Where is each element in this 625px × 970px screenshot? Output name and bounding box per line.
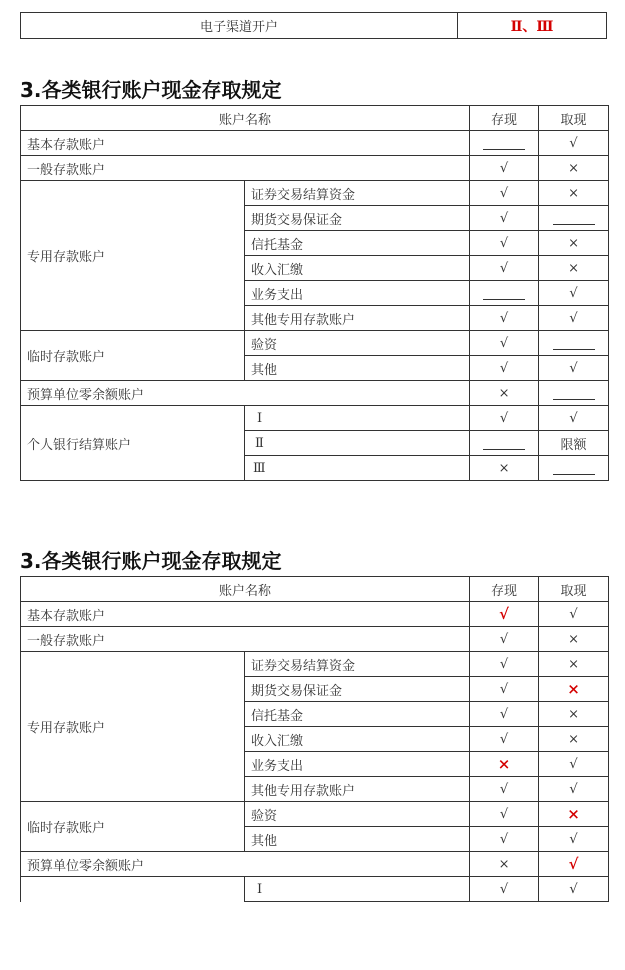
sub-account: 收入汇缴	[245, 727, 470, 752]
account-personal: 个人银行结算账户	[21, 406, 245, 481]
electronic-channel-label: 电子渠道开户	[21, 13, 458, 38]
withdraw-mark: ×	[539, 231, 609, 256]
withdraw-mark: √	[539, 356, 609, 381]
withdraw-mark: √	[539, 877, 609, 902]
deposit-mark: √	[470, 331, 539, 356]
deposit-mark: √	[470, 802, 539, 827]
withdraw-mark: √	[539, 131, 609, 156]
blank-cell	[539, 331, 609, 356]
sub-account: 信托基金	[245, 231, 470, 256]
sub-account: 证券交易结算资金	[245, 652, 470, 677]
account-general: 一般存款账户	[21, 627, 470, 652]
table-header-row	[21, 577, 609, 602]
sub-account: 期货交易保证金	[245, 206, 470, 231]
withdraw-mark: √	[539, 752, 609, 777]
cash-rules-table-1	[20, 105, 609, 481]
withdraw-mark-highlight: ×	[539, 802, 609, 827]
header-account-name: 账户名称	[21, 577, 470, 602]
header-deposit: 存现	[470, 577, 539, 602]
withdraw-mark: ×	[539, 702, 609, 727]
sub-account: 收入汇缴	[245, 256, 470, 281]
deposit-mark: √	[470, 727, 539, 752]
account-special: 专用存款账户	[21, 652, 245, 802]
deposit-mark: ×	[470, 381, 539, 406]
deposit-mark: ×	[470, 852, 539, 877]
deposit-mark: √	[470, 677, 539, 702]
account-general: 一般存款账户	[21, 156, 470, 181]
sub-account: 其他专用存款账户	[245, 777, 470, 802]
header-withdraw: 取现	[539, 106, 609, 131]
table-row	[21, 131, 609, 156]
sub-account: 期货交易保证金	[245, 677, 470, 702]
deposit-mark: √	[470, 206, 539, 231]
deposit-mark: √	[470, 627, 539, 652]
section-heading-1: 3.各类银行账户现金存取规定	[20, 78, 282, 102]
sub-account: 证券交易结算资金	[245, 181, 470, 206]
withdraw-mark: ×	[539, 652, 609, 677]
account-temporary: 临时存款账户	[21, 802, 245, 852]
account-personal-partial	[21, 877, 245, 902]
blank-cell	[539, 206, 609, 231]
deposit-mark: √	[470, 777, 539, 802]
table-row	[21, 331, 609, 356]
withdraw-mark: √	[539, 827, 609, 852]
table-row	[21, 852, 609, 877]
deposit-mark: √	[470, 827, 539, 852]
account-basic: 基本存款账户	[21, 131, 470, 156]
blank-cell	[470, 431, 539, 456]
header-deposit: 存现	[470, 106, 539, 131]
deposit-mark: √	[470, 877, 539, 902]
deposit-mark: √	[470, 356, 539, 381]
withdraw-mark: √	[539, 602, 609, 627]
withdraw-mark-highlight: ×	[539, 677, 609, 702]
withdraw-mark: √	[539, 306, 609, 331]
withdraw-mark: ×	[539, 256, 609, 281]
blank-cell	[539, 381, 609, 406]
deposit-mark: √	[470, 306, 539, 331]
deposit-mark: ×	[470, 456, 539, 481]
sub-account: Ⅲ	[245, 456, 470, 481]
account-budget: 预算单位零余额账户	[21, 852, 470, 877]
deposit-mark: √	[470, 256, 539, 281]
withdraw-mark: ×	[539, 727, 609, 752]
electronic-channel-value: Ⅱ、Ⅲ	[510, 18, 554, 35]
header-withdraw: 取现	[539, 577, 609, 602]
withdraw-mark: √	[539, 777, 609, 802]
sub-account: Ⅰ	[245, 877, 470, 902]
table-row	[21, 627, 609, 652]
deposit-mark: √	[470, 156, 539, 181]
sub-account: 其他	[245, 356, 470, 381]
withdraw-mark-highlight: √	[539, 852, 609, 877]
sub-account: Ⅱ	[245, 431, 470, 456]
sub-account: 业务支出	[245, 281, 470, 306]
deposit-mark-highlight: √	[470, 602, 539, 627]
blank-cell	[470, 131, 539, 156]
table-row	[21, 381, 609, 406]
table-row	[21, 877, 609, 902]
sub-account: 其他	[245, 827, 470, 852]
withdraw-mark: ×	[539, 627, 609, 652]
blank-cell	[539, 456, 609, 481]
withdraw-mark: ×	[539, 181, 609, 206]
account-basic: 基本存款账户	[21, 602, 470, 627]
table-row	[21, 406, 609, 431]
deposit-mark: √	[470, 702, 539, 727]
deposit-mark: √	[470, 181, 539, 206]
cash-rules-table-2	[20, 576, 609, 902]
table-row	[21, 181, 609, 206]
table-row	[21, 802, 609, 827]
sub-account: 验资	[245, 802, 470, 827]
sub-account: 业务支出	[245, 752, 470, 777]
account-special: 专用存款账户	[21, 181, 245, 331]
sub-account: 其他专用存款账户	[245, 306, 470, 331]
table-header-row	[21, 106, 609, 131]
deposit-mark: √	[470, 406, 539, 431]
header-account-name: 账户名称	[21, 106, 470, 131]
sub-account: 信托基金	[245, 702, 470, 727]
table-row	[21, 652, 609, 677]
deposit-mark: √	[470, 231, 539, 256]
withdraw-mark: √	[539, 281, 609, 306]
withdraw-mark: ×	[539, 156, 609, 181]
deposit-mark: √	[470, 652, 539, 677]
electronic-channel-row	[20, 12, 607, 39]
table-row	[21, 156, 609, 181]
section-heading-2: 3.各类银行账户现金存取规定	[20, 549, 282, 573]
blank-cell	[470, 281, 539, 306]
account-budget: 预算单位零余额账户	[21, 381, 470, 406]
account-temporary: 临时存款账户	[21, 331, 245, 381]
withdraw-mark: √	[539, 406, 609, 431]
sub-account: 验资	[245, 331, 470, 356]
table-row	[21, 602, 609, 627]
sub-account: Ⅰ	[245, 406, 470, 431]
deposit-mark-highlight: ×	[470, 752, 539, 777]
withdraw-mark: 限额	[539, 431, 609, 456]
